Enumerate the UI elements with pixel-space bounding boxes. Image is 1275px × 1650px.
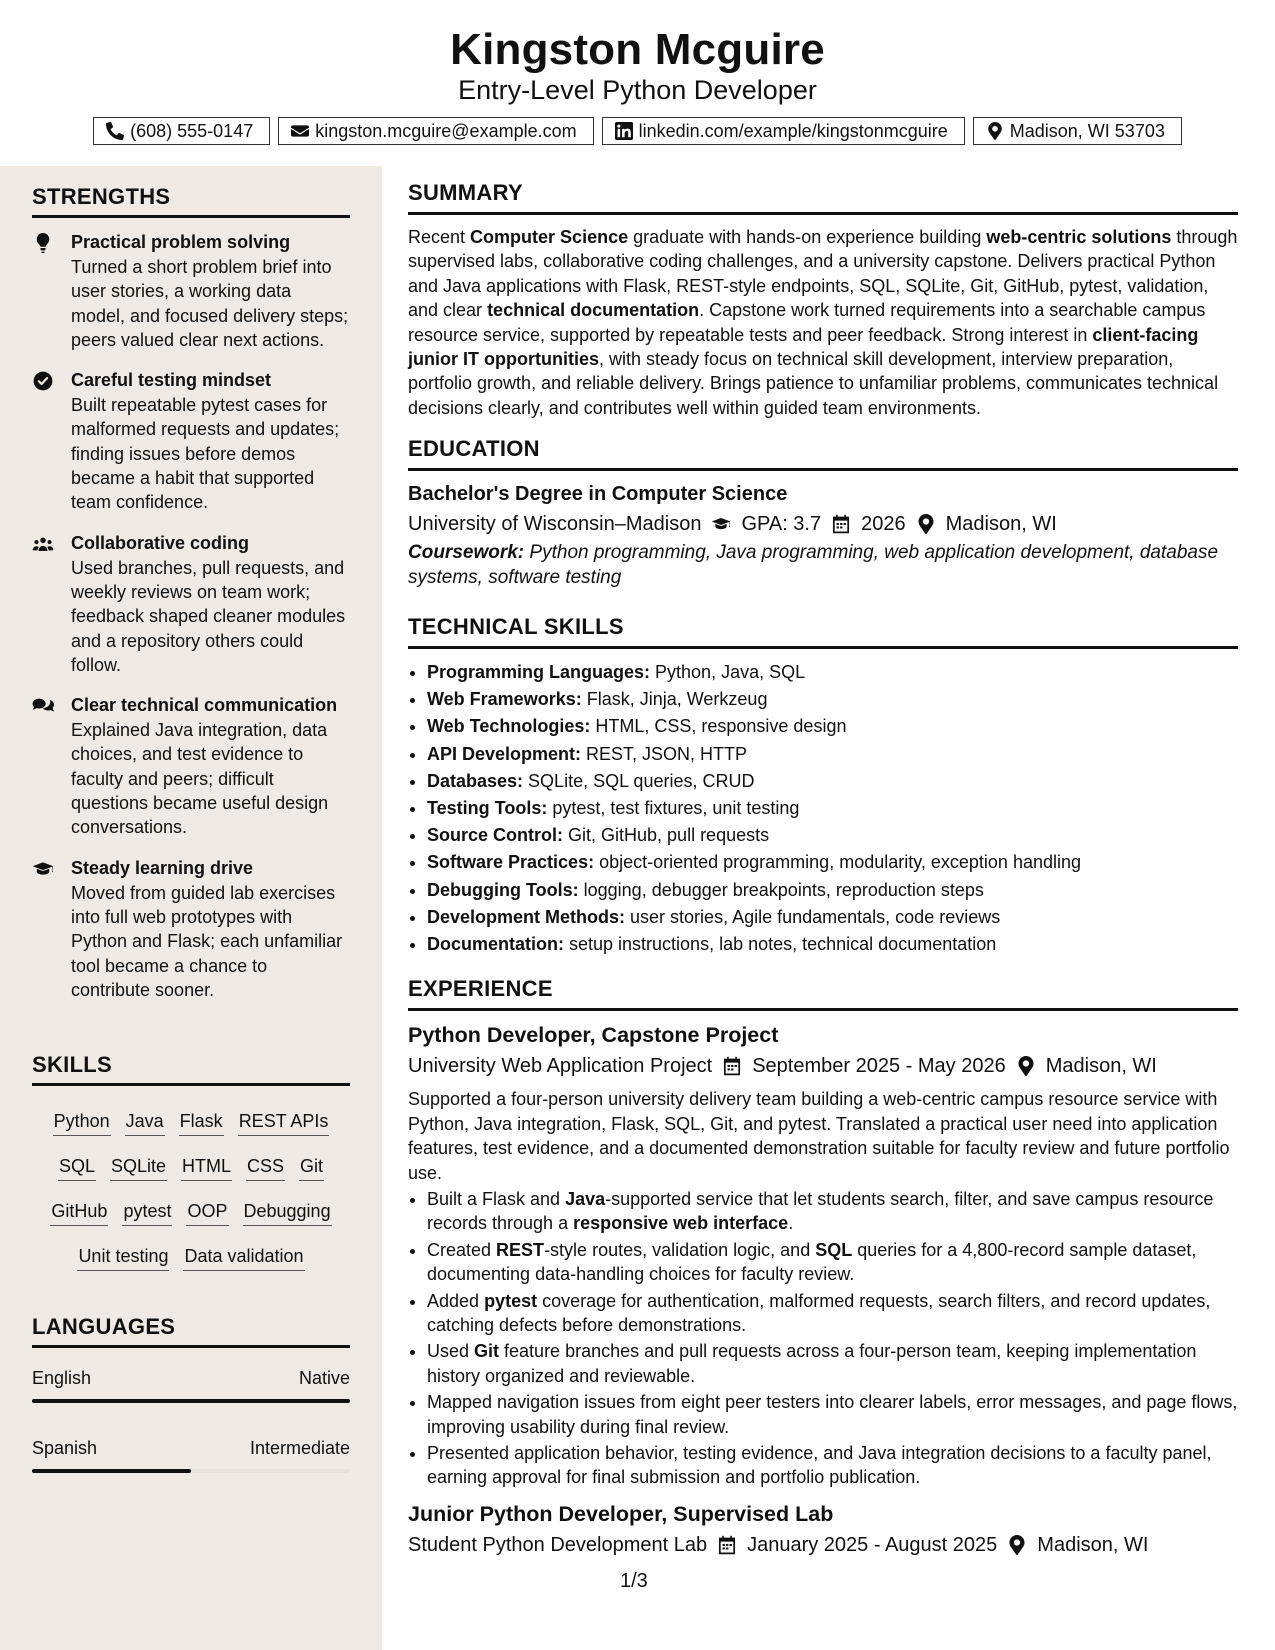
experience-title: EXPERIENCE [408,976,1238,1011]
technical-skill-item [427,768,1238,795]
lightbulb-icon [32,233,54,253]
text-run: feature branches and pull requests across a four-person team, keeping implementation history organized and reviewable. [427,1341,1197,1386]
resume-header [0,0,1275,145]
technical-skill-item [427,795,1238,822]
strength-item [32,230,350,352]
job-dates: January 2025 - August 2025 [747,1533,998,1556]
left-sidebar [0,166,382,1650]
skill-label: Web Technologies: [427,716,591,737]
skill-chip: OOP [186,1199,228,1226]
skill-chip: REST APIs [238,1109,330,1136]
job-organization: University Web Application Project [408,1055,713,1078]
text-run: . Capstone work turned requirements into a searchable campus resource service, supported by repeatable tests and peer feedback. Strong interest in [408,300,1206,345]
graduation-cap-icon [711,514,731,534]
text-run: through supervised labs, collaborative coding challenges, and a university capstone. Delivers practical Python and Java applications with Flask, REST-style endpoints, SQL, SQLite, Git, GitHub, pytest, validation, and clear [408,227,1238,321]
main-column [408,180,1238,1558]
skill-chip: Java [125,1109,165,1136]
language-proficiency-bar [32,1469,350,1473]
education-meta [408,511,1238,537]
text-run: . [788,1213,794,1234]
skill-label: Source Control: [427,825,564,846]
skills-chips [32,1100,350,1280]
skill-chip: Debugging [243,1199,332,1226]
map-marker-icon [986,122,1004,140]
strength-description: Turned a short problem brief into user stories, a working data model, and focused delivery steps; peers valued clear next actions. [71,257,349,350]
strength-description: Explained Java integration, data choices, and test evidence to faculty and peers; difficult questions became useful design conversations. [71,720,329,838]
degree-title: Bachelor's Degree in Computer Science [408,483,788,506]
job-bullets [408,1187,1238,1490]
job-meta [408,1532,1238,1558]
language-name: English [32,1368,92,1388]
strength-item [32,531,350,677]
job-title: Junior Python Developer, Supervised Lab [408,1501,834,1526]
skill-label: Debugging Tools: [427,879,579,900]
bold-text: Computer Science [470,227,629,247]
technical-skill-item [427,659,1238,686]
text-run: Added [427,1290,485,1311]
school-location: Madison, WI [945,513,1057,536]
bold-text: pytest [484,1290,538,1311]
users-icon [32,534,54,554]
job-bullet [427,1441,1238,1490]
strength-title: Clear technical communication [71,695,338,716]
skill-label: Programming Languages: [427,662,651,683]
skill-chip: SQLite [110,1154,167,1181]
text-run: -supported service that let students search, filter, and save campus resource records through a [427,1188,1214,1234]
text-run: Presented application behavior, testing evidence, and Java integration decisions to a faculty panel, earning approval for final submission and portfolio publication. [427,1442,1212,1488]
summary-title: SUMMARY [408,180,1238,215]
strengths-title: STRENGTHS [32,184,350,218]
envelope-icon [291,122,309,140]
experience-section [408,976,1238,1558]
strength-title: Practical problem solving [71,232,291,252]
job-location: Madison, WI [1037,1533,1149,1556]
skill-value: pytest, test fixtures, unit testing [547,798,800,819]
candidate-name: Kingston Mcguire [450,25,825,74]
skill-chip: Git [299,1154,324,1181]
job-bullet [427,1339,1238,1388]
technical-skill-item [427,849,1238,876]
skill-value: REST, JSON, HTTP [581,743,748,764]
skill-label: Software Practices: [427,852,595,873]
phone-text: (608) 555-0147 [130,120,254,141]
text-run: coverage for authentication, malformed requests, search filters, and record updates, catching defects before demonstrations. [427,1290,1211,1335]
skill-label: Testing Tools: [427,798,548,819]
strength-item [32,693,350,839]
coursework [408,541,1238,590]
skill-chip: Flask [179,1109,224,1136]
language-item [32,1438,350,1473]
graduation-year: 2026 [861,513,906,536]
language-item [32,1368,350,1403]
coursework-text: Python programming, Java programming, web application development, database systems, software testing [408,542,1219,588]
skill-label: Development Methods: [427,906,626,927]
technical-skill-item [427,741,1238,768]
skill-chip: Unit testing [77,1244,169,1271]
strength-title: Steady learning drive [71,857,254,878]
education-title: EDUCATION [408,436,1238,471]
text-run: graduate with hands-on experience building [628,227,987,247]
candidate-role: Entry-Level Python Developer [458,75,817,105]
strength-item [32,856,350,1002]
skill-chip: pytest [122,1199,172,1226]
skill-value: logging, debugger breakpoints, reproduction steps [578,879,984,900]
summary-section [408,180,1238,420]
strength-description: Used branches, pull requests, and weekly reviews on team work; feedback shaped cleaner modules and a repository others could follow. [71,557,346,675]
skill-chip: Python [53,1109,111,1136]
strength-description: Built repeatable pytest cases for malformed requests and updates; finding issues before demos became a habit that supported team confidence. [71,395,340,513]
languages-title: LANGUAGES [32,1314,350,1348]
job-organization: Student Python Development Lab [408,1533,708,1556]
contact-linkedin[interactable] [602,117,965,145]
technical-skills-section [408,614,1238,958]
gpa-text: GPA: 3.7 [741,513,822,536]
skill-chip: GitHub [50,1199,108,1226]
language-level: Native [298,1368,350,1388]
language-proficiency-fill [32,1469,191,1473]
job-dates: September 2025 - May 2026 [752,1055,1006,1078]
strengths-section [32,184,350,1002]
skill-chip: CSS [246,1154,285,1181]
text-run: -style routes, validation logic, and [544,1239,816,1260]
bold-text: technical documentation [487,300,700,321]
job-bullet [427,1187,1238,1236]
graduation-cap-icon [32,859,54,879]
job-bullet [427,1238,1238,1287]
map-marker-icon [916,514,936,534]
strength-title: Collaborative coding [71,532,250,553]
text-run: Created [427,1239,497,1260]
linkedin-text: linkedin.com/example/kingstonmcguire [638,120,948,141]
text-run: Mapped navigation issues from eight peer testers into clearer labels, error messages, and page flows, improving usability during final review. [427,1392,1238,1437]
text-run: Used [427,1341,475,1362]
technical-skills-title: TECHNICAL SKILLS [408,614,1238,649]
language-name: Spanish [32,1438,98,1458]
education-section [408,436,1238,590]
skill-chip: SQL [58,1154,96,1181]
map-marker-icon [1016,1056,1036,1076]
job-bullet [427,1289,1238,1338]
skills-section [32,1052,350,1280]
job-location: Madison, WI [1045,1055,1157,1078]
phone-icon [106,122,124,140]
language-proficiency-bar [32,1399,350,1403]
text-run: , with steady focus on technical skill development, interview preparation, portfolio growth, and reliable delivery. Brings patience to unfamiliar problems, communicates technical decisions clearly, and contributes well within guided team environments. [408,349,1219,418]
map-marker-icon [1007,1535,1027,1555]
bold-text: SQL [815,1239,853,1260]
text-run: Recent [408,227,471,247]
technical-skill-item [427,904,1238,931]
contact-location[interactable] [973,117,1182,145]
language-proficiency-fill [32,1399,350,1403]
text-run: Built a Flask and [427,1188,566,1209]
bold-text: client-facing junior IT opportunities [408,324,1199,370]
location-text: Madison, WI 53703 [1009,120,1165,141]
skill-value: user stories, Agile fundamentals, code reviews [625,906,1001,927]
skill-chip: Data validation [183,1244,304,1271]
calendar-icon [717,1535,737,1555]
text-run: queries for a 4,800-record sample dataset, documenting data-handling choices for faculty review. [427,1239,1197,1285]
bold-text: web-centric solutions [986,227,1172,247]
skills-title: SKILLS [32,1052,350,1086]
strength-item [32,368,350,514]
technical-skill-item [427,713,1238,740]
job-bullet [427,1390,1238,1439]
contact-bar [0,117,1275,145]
job-entry [408,1500,1238,1558]
job-summary: Supported a four-person university delivery team building a web-centric campus resource service with Python, Java integration, Flask, SQL, Git, and pytest. Translated a practical user need into application features, test evidence, and a documented demonstration suitable for faculty review and future portfolio use. [408,1089,1230,1183]
email-text: kingston.mcguire@example.com [315,120,577,141]
job-entry [408,1021,1238,1490]
skill-label: API Development: [427,743,582,764]
technical-skill-item [427,877,1238,904]
skill-value: object-oriented programming, modularity, exception handling [594,852,1082,873]
technical-skill-item [427,822,1238,849]
skill-value: setup instructions, lab notes, technical documentation [564,934,997,955]
skill-label: Databases: [427,770,524,791]
skill-value: Git, GitHub, pull requests [563,825,770,846]
skill-chip: HTML [181,1154,232,1181]
summary-text [408,225,1238,420]
check-circle-icon [32,371,54,391]
coursework-label: Coursework: [408,542,525,564]
bold-text: REST [496,1239,545,1260]
skill-value: HTML, CSS, responsive design [590,716,847,737]
strength-description: Moved from guided lab exercises into full web prototypes with Python and Flask; each unfamiliar tool became a chance to contribute sooner. [71,882,343,1000]
contact-phone[interactable] [93,117,270,145]
job-meta [408,1053,1238,1079]
linkedin-icon [615,122,633,140]
job-title: Python Developer, Capstone Project [408,1023,779,1048]
skill-value: SQLite, SQL queries, CRUD [523,770,755,791]
technical-skills-list [408,659,1238,958]
language-level: Intermediate [249,1438,350,1458]
skill-label: Web Frameworks: [427,689,582,710]
skill-label: Documentation: [427,934,564,955]
page-indicator: 1/3 [620,1570,648,1592]
technical-skill-item [427,931,1238,958]
skill-value: Python, Java, SQL [650,662,806,683]
bold-text: Git [474,1341,500,1362]
bold-text: Java [565,1188,606,1209]
skill-value: Flask, Jinja, Werkzeug [581,689,768,710]
technical-skill-item [427,686,1238,713]
languages-section [32,1314,350,1473]
calendar-icon [722,1056,742,1076]
calendar-icon [831,514,851,534]
bold-text: responsive web interface [573,1213,789,1234]
comments-icon [32,696,54,716]
contact-email[interactable] [278,117,593,145]
school-name: University of Wisconsin–Madison [408,513,702,536]
strength-title: Careful testing mindset [71,370,272,391]
